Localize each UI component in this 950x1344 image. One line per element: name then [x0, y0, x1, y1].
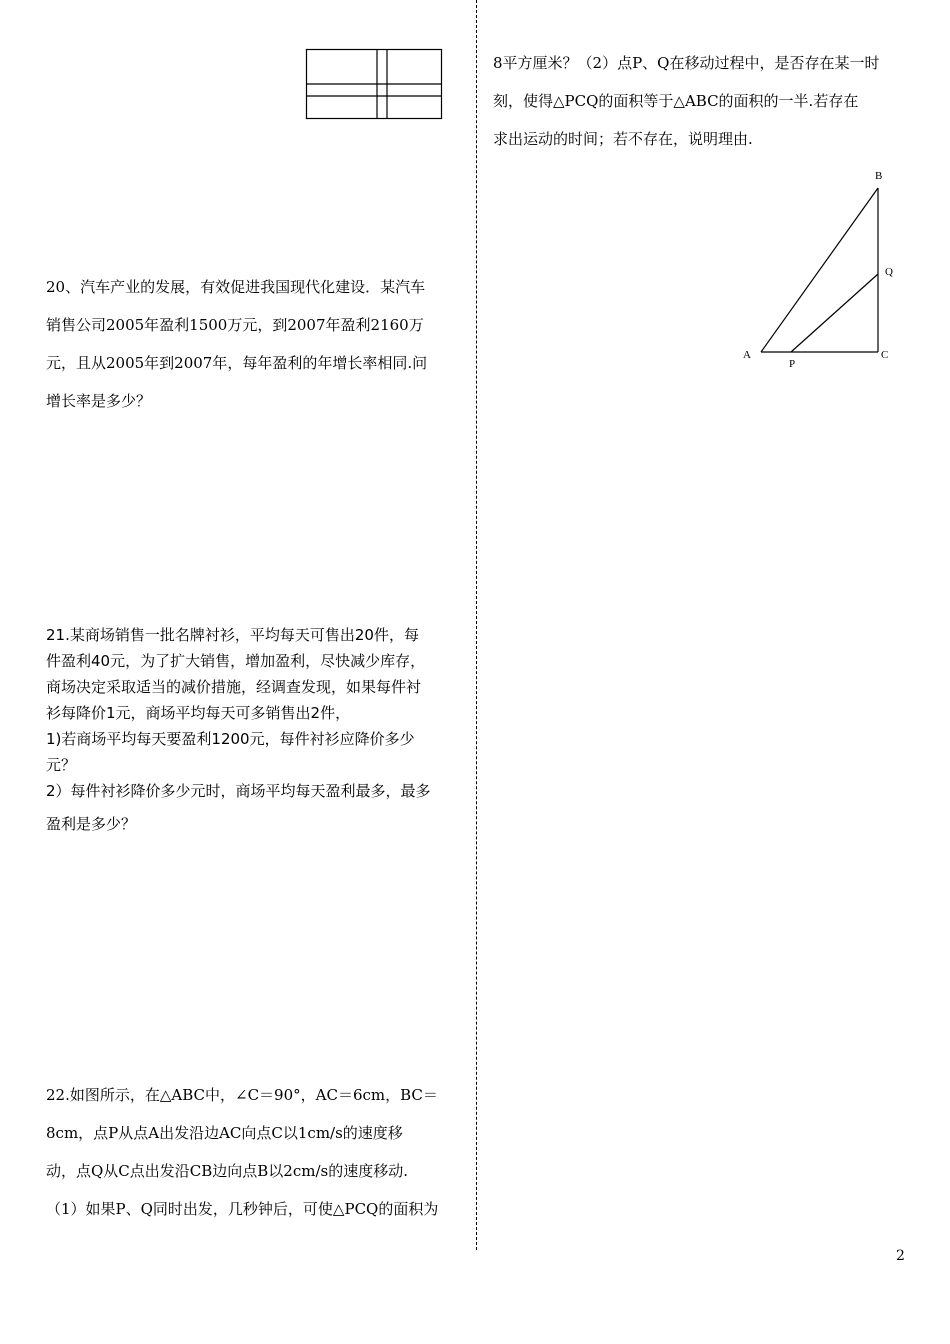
- label-a: A: [743, 349, 751, 361]
- text-line: 衫每降价1元，商场平均每天可多销售出2件，: [46, 704, 351, 722]
- text-line: 增长率是多少？: [46, 392, 152, 410]
- question-20: [46, 268, 462, 420]
- segment-pq: [791, 274, 878, 352]
- text-line: 20、汽车产业的发展，有效促进我国现代化建设．某汽车: [46, 278, 426, 296]
- text-line: 1)若商场平均每天要盈利1200元，每件衬衫应降价多少: [46, 730, 415, 748]
- text-line: 8平方厘米？（2）点P、Q在移动过程中，是否存在某一时: [493, 54, 880, 72]
- text-line: 2）每件衬衫降价多少元时，商场平均每天盈利最多，最多: [46, 782, 431, 800]
- text-line: 元？: [46, 756, 77, 774]
- question-22-continued: [493, 44, 909, 158]
- label-b: B: [875, 170, 883, 182]
- question-21: [46, 622, 462, 844]
- question-22: [46, 1076, 462, 1228]
- text-line: 元，且从2005年到2007年，每年盈利的年增长率相同.问: [46, 354, 428, 372]
- text-line: 件盈利40元，为了扩大销售，增加盈利，尽快减少库存，: [46, 652, 426, 670]
- column-divider: [476, 0, 477, 1250]
- text-line: 商场决定采取适当的减价措施，经调查发现，如果每件衬: [46, 678, 422, 696]
- grid-figure: [305, 48, 445, 122]
- text-line: 动，点Q从C点出发沿CB边向点B以2cm/s的速度移动.: [46, 1162, 408, 1180]
- text-line: 22.如图所示，在△ABC中，∠C＝90°，AC＝6cm，BC＝: [46, 1086, 438, 1104]
- text-line: 8cm，点P从点A出发沿边AC向点C以1cm/s的速度移: [46, 1124, 403, 1142]
- text-line: 21.某商场销售一批名牌衬衫，平均每天可售出20件，每: [46, 626, 419, 644]
- text-line: 销售公司2005年盈利1500万元，到2007年盈利2160万: [46, 316, 424, 334]
- segment-ab: [761, 188, 878, 352]
- text-line: 刻，使得△PCQ的面积等于△ABC的面积的一半.若存在: [493, 92, 859, 110]
- label-p: P: [789, 358, 796, 370]
- label-c: C: [881, 349, 889, 361]
- triangle-figure: [735, 162, 910, 377]
- text-line: （1）如果P、Q同时出发，几秒钟后，可使△PCQ的面积为: [46, 1200, 439, 1218]
- page-number: 2: [896, 1248, 905, 1264]
- text-line: 盈利是多少？: [46, 815, 137, 833]
- text-line: 求出运动的时间；若不存在，说明理由.: [493, 130, 753, 148]
- label-q: Q: [885, 266, 893, 278]
